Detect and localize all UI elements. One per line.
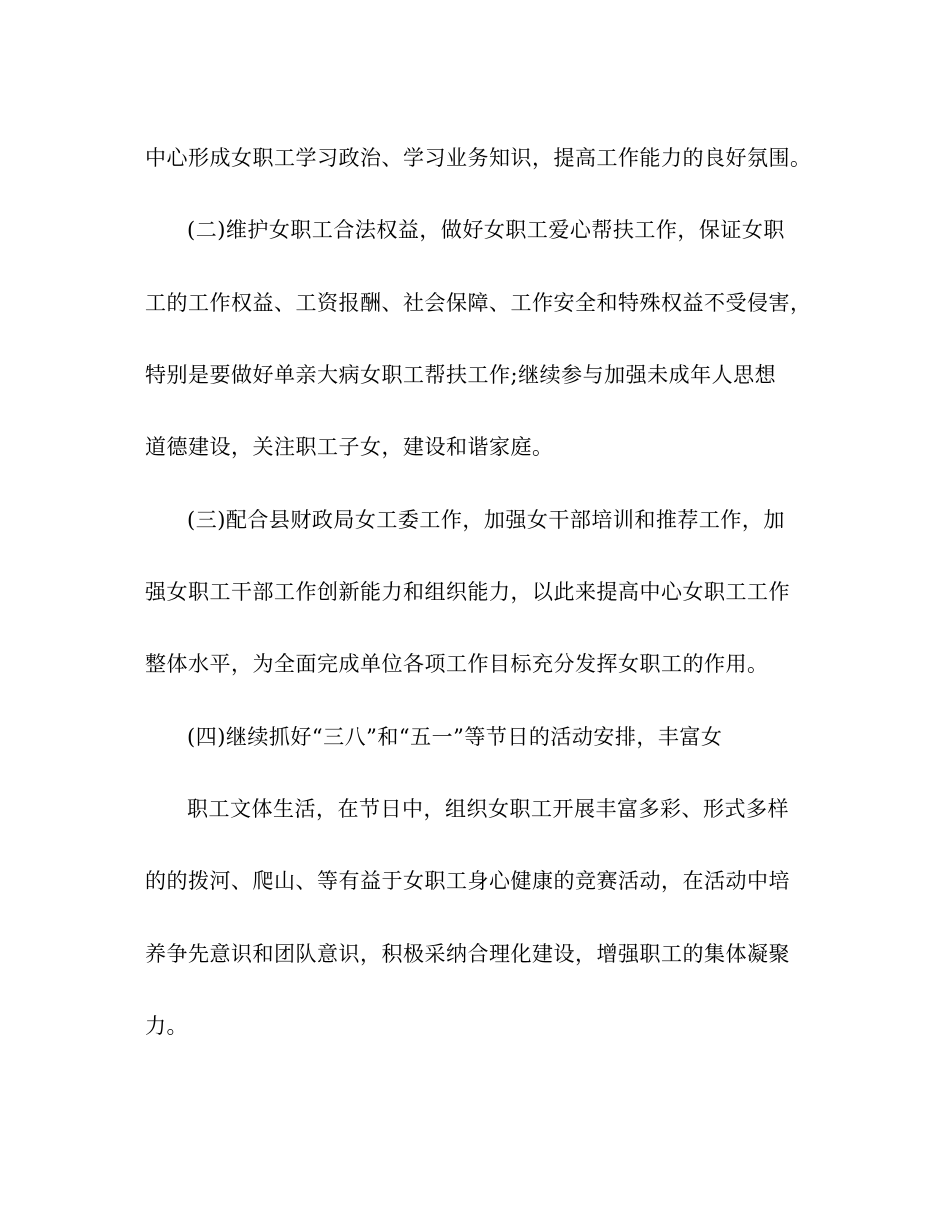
text-line: (三)配合县财政局女工委工作，加强女干部培训和推荐工作，加	[187, 508, 785, 532]
text-line: 工的工作权益、工资报酬、社会保障、工作安全和特殊权益不受侵害，	[145, 291, 812, 315]
text-line: (四)继续抓好“三八”和“五一”等节日的活动安排，丰富女	[187, 725, 723, 749]
text-line: 职工文体生活，在节日中，组织女职工开展丰富多彩、形式多样	[187, 797, 789, 821]
text-line: 特别是要做好单亲大病女职工帮扶工作;继续参与加强未成年人思想	[145, 363, 777, 387]
text-line: 的的拨河、爬山、等有益于女职工身心健康的竞赛活动，在活动中培	[145, 869, 790, 893]
text-line: 道德建设，关注职工子女，建设和谐家庭。	[145, 435, 554, 459]
text-line: 养争先意识和团队意识，积极采纳合理化建设，增强职工的集体凝聚	[145, 942, 790, 966]
text-line: 强女职工干部工作创新能力和组织能力，以此来提高中心女职工工作	[145, 580, 790, 604]
text-line: 中心形成女职工学习政治、学习业务知识，提高工作能力的良好氛围。	[145, 146, 812, 170]
text-line: 整体水平，为全面完成单位各项工作目标充分发挥女职工的作用。	[145, 652, 769, 676]
text-line: (二)维护女职工合法权益，做好女职工爱心帮扶工作，保证女职	[187, 218, 785, 242]
text-line: 力。	[145, 1014, 188, 1038]
